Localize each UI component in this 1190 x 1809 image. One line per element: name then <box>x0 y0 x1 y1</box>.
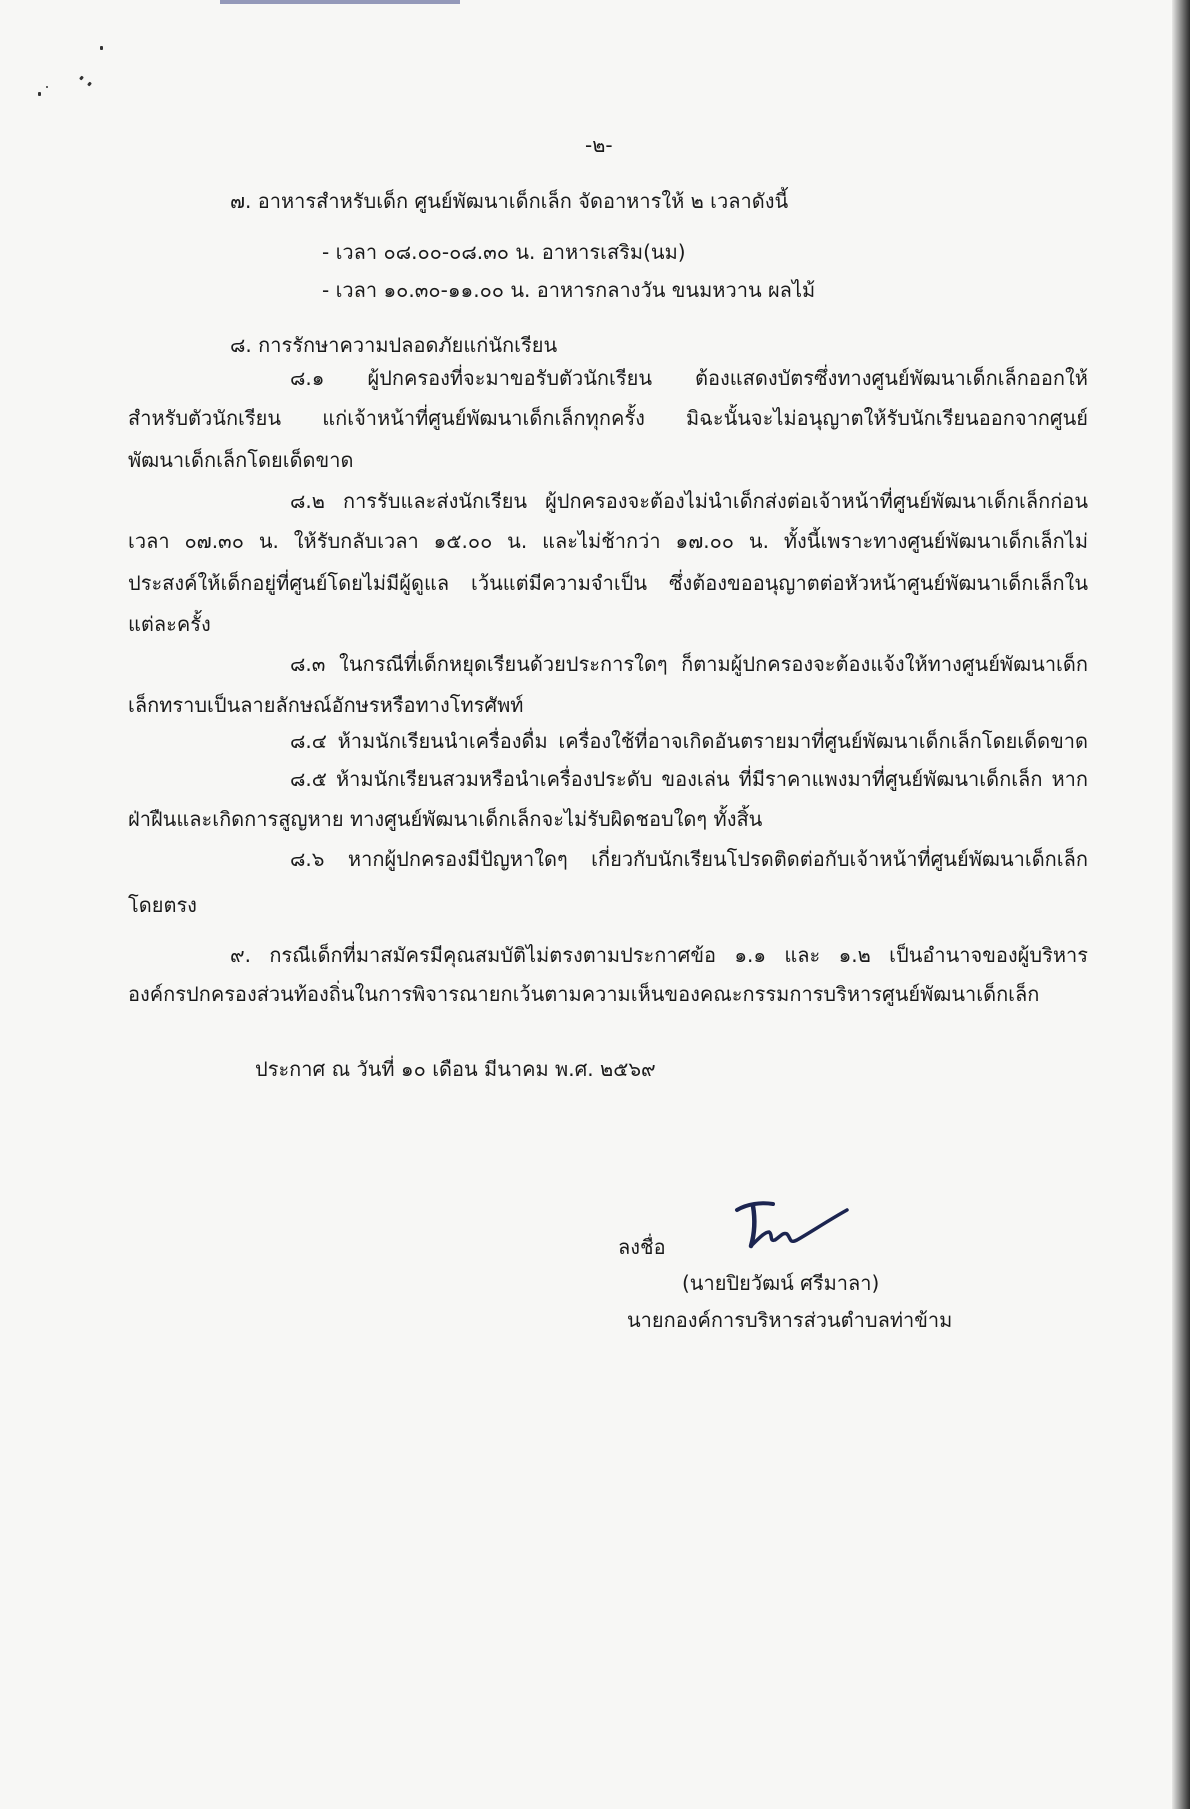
paragraph-8-3-line-2: เล็กทราบเป็นลายลักษณ์อักษรหรือทางโทรศัพท์ <box>128 693 524 717</box>
scan-edge-shadow <box>1172 0 1190 1809</box>
paragraph-8-3-line-1: ๘.๓ ในกรณีที่เด็กหยุดเรียนด้วยประการใดๆ ก็ตามผู้ปกครองจะต้องแจ้งให้ทางศูนย์พัฒนาเด็ก <box>290 652 1088 676</box>
section9-line-1: ๙. กรณีเด็กที่มาสมัครมีคุณสมบัติไม่ตรงตามประกาศข้อ ๑.๑ และ ๑.๒ เป็นอำนาจของผู้บริหาร <box>230 943 1088 967</box>
paragraph-8-6-line-1: ๘.๖ หากผู้ปกครองมีปัญหาใดๆ เกี่ยวกับนักเรียนโปรดติดต่อกับเจ้าหน้าที่ศูนย์พัฒนาเด็กเล็ก <box>290 847 1088 871</box>
section9-line-2: องค์กรปกครองส่วนท้องถิ่นในการพิจารณายกเว้นตามความเห็นของคณะกรรมการบริหารศูนย์พัฒนาเด็กเล็ก <box>128 982 1040 1006</box>
paragraph-8-1-line-1: ๘.๑ ผู้ปกครองที่จะมาขอรับตัวนักเรียน ต้องแสดงบัตรซึ่งทางศูนย์พัฒนาเด็กเล็กออกให้ <box>290 366 1088 390</box>
scan-speck <box>87 82 92 87</box>
section8-heading: ๘. การรักษาความปลอดภัยแก่นักเรียน <box>230 333 558 357</box>
paragraph-8-1-line-3: พัฒนาเด็กเล็กโดยเด็ดขาด <box>128 448 354 472</box>
paragraph-8-6-line-2: โดยตรง <box>128 893 197 917</box>
paragraph-8-2-line-4: แต่ละครั้ง <box>128 612 211 636</box>
scan-edge-mark <box>220 0 460 4</box>
section7-heading: ๗. อาหารสำหรับเด็ก ศูนย์พัฒนาเด็กเล็ก จัดอาหารให้ ๒ เวลาดังนี้ <box>230 189 789 213</box>
paragraph-8-5-line-1: ๘.๕ ห้ามนักเรียนสวมหรือนำเครื่องประดับ ของเล่น ที่มีราคาแพงมาที่ศูนย์พัฒนาเด็กเล็ก หาก <box>290 767 1088 791</box>
scan-speck <box>46 86 48 88</box>
sign-label: ลงชื่อ <box>618 1235 666 1259</box>
announcement-date: ประกาศ ณ วันที่ ๑๐ เดือน มีนาคม พ.ศ. ๒๕๖๙ <box>255 1057 656 1081</box>
paragraph-8-2-line-3: ประสงค์ให้เด็กอยู่ที่ศูนย์โดยไม่มีผู้ดูแล เว้นแต่มีความจำเป็น ซึ่งต้องขออนุญาตต่อหัวหน้าศูนย์พัฒนาเด็กเล็กใน <box>128 571 1088 595</box>
handwritten-signature <box>725 1198 855 1256</box>
scan-speck <box>100 46 103 50</box>
paragraph-8-2-line-2: เวลา ๐๗.๓๐ น. ให้รับกลับเวลา ๑๕.๐๐ น. และไม่ช้ากว่า ๑๗.๐๐ น. ทั้งนี้เพราะทางศูนย์พัฒนาเด็กเล็กไม่ <box>128 529 1088 553</box>
page-number: -๒- <box>585 133 613 157</box>
signer-position: นายกองค์การบริหารส่วนตำบลท่าข้าม <box>627 1308 953 1332</box>
section7-item-1: - เวลา ๐๘.๐๐-๐๘.๓๐ น. อาหารเสริม(นม) <box>322 240 686 264</box>
signer-name: (นายปิยวัฒน์ ศรีมาลา) <box>682 1271 880 1295</box>
section7-item-2: - เวลา ๑๐.๓๐-๑๑.๐๐ น. อาหารกลางวัน ขนมหวาน ผลไม้ <box>322 278 816 302</box>
paragraph-8-4: ๘.๔ ห้ามนักเรียนนำเครื่องดื่ม เครื่องใช้ที่อาจเกิดอันตรายมาที่ศูนย์พัฒนาเด็กเล็กโดยเด็ดขาด <box>290 729 1088 753</box>
scan-speck <box>38 92 41 96</box>
paragraph-8-5-line-2: ฝ่าฝืนและเกิดการสูญหาย ทางศูนย์พัฒนาเด็กเล็กจะไม่รับผิดชอบใดๆ ทั้งสิ้น <box>128 807 763 831</box>
scan-speck <box>79 76 84 81</box>
paragraph-8-2-line-1: ๘.๒ การรับและส่งนักเรียน ผู้ปกครองจะต้องไม่นำเด็กส่งต่อเจ้าหน้าที่ศูนย์พัฒนาเด็กเล็กก่อน <box>290 489 1088 513</box>
paragraph-8-1-line-2: สำหรับตัวนักเรียน แก่เจ้าหน้าที่ศูนย์พัฒนาเด็กเล็กทุกครั้ง มิฉะนั้นจะไม่อนุญาตให้รับนักเรียนออกจากศูนย์ <box>128 406 1088 430</box>
